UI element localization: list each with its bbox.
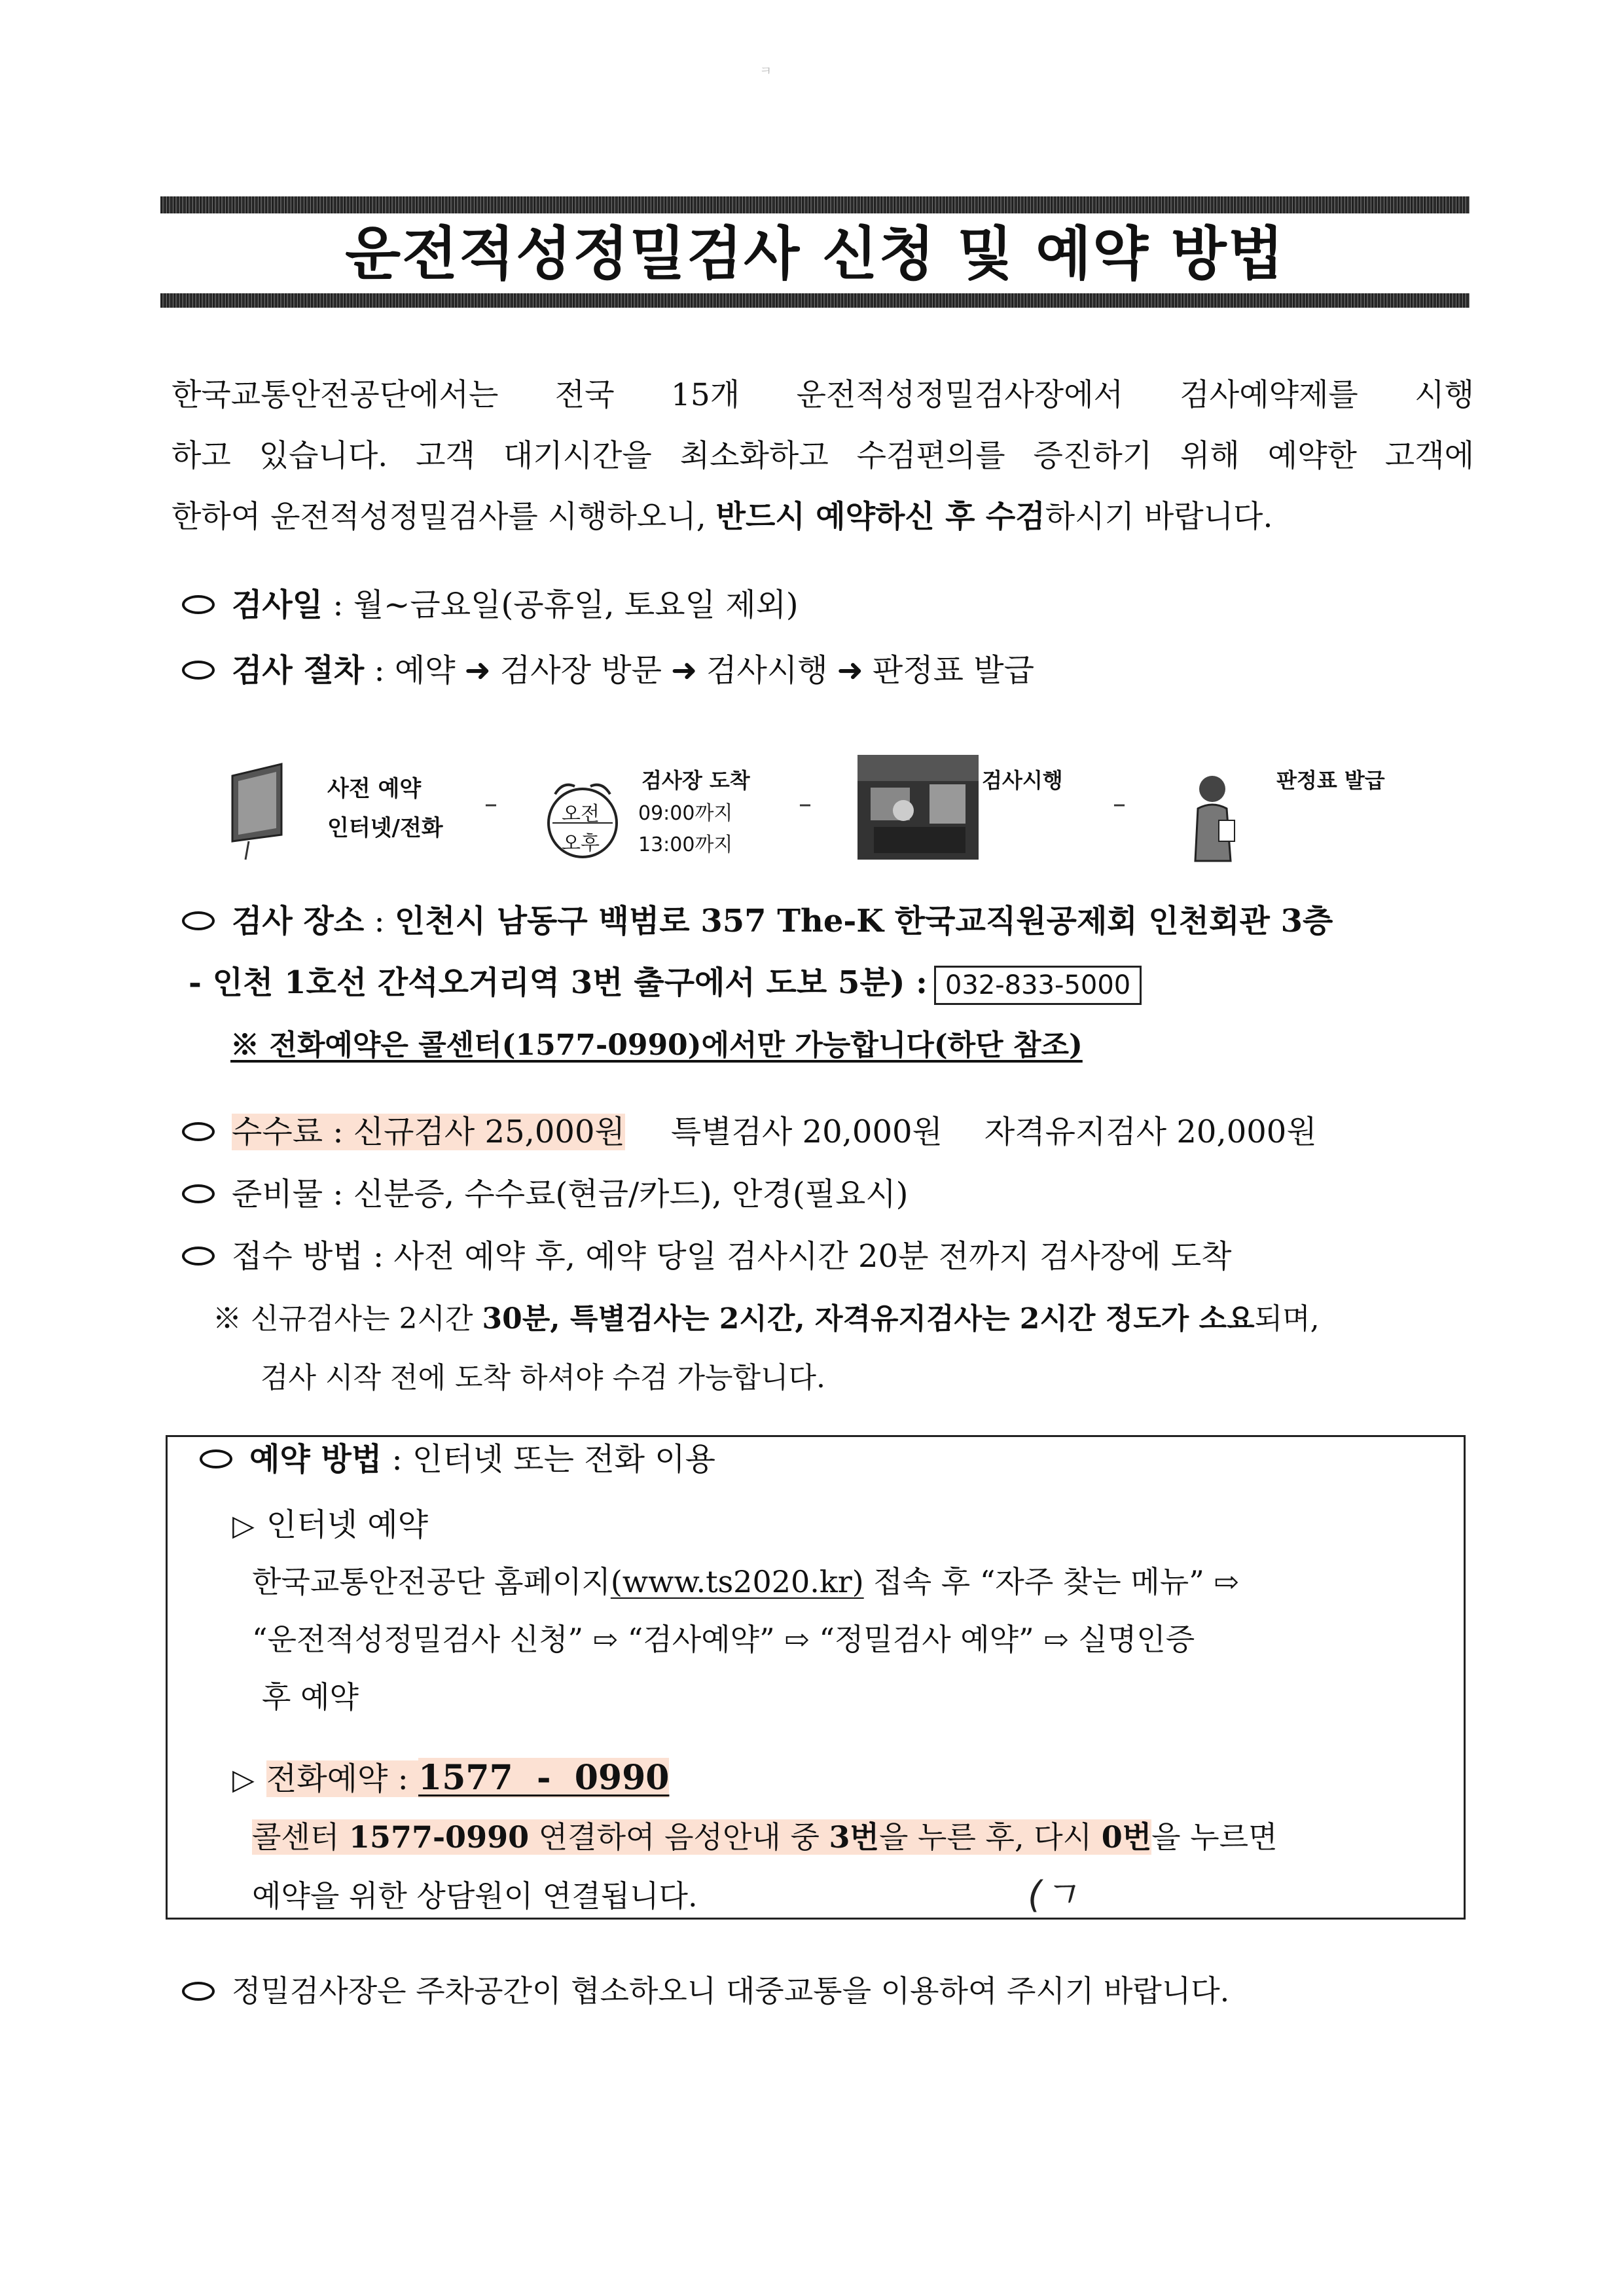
prepare-value: 신분증, 수수료(현금/카드), 안경(필요시) bbox=[353, 1176, 909, 1212]
phone-number: 1577 - 0990 bbox=[418, 1758, 670, 1798]
location-line: 검사 장소 : 인천시 남동구 백범로 357 The-K 한국교직원공제회 인천회관 3층 bbox=[182, 896, 1333, 941]
bullet-icon bbox=[182, 1247, 215, 1266]
reception-value: 사전 예약 후, 예약 당일 검사시간 20분 전까지 검사장에 도착 bbox=[393, 1238, 1232, 1275]
prepare-line: 준비물 : 신분증, 수수료(현금/카드), 안경(필요시) bbox=[182, 1169, 908, 1214]
reservation-value: 인터넷 또는 전화 이용 bbox=[412, 1441, 715, 1478]
reception-line: 접수 방법 : 사전 예약 후, 예약 당일 검사시간 20분 전까지 검사장에 도착 bbox=[182, 1231, 1232, 1276]
strip-step2-time2: 13:00까지 bbox=[638, 833, 733, 856]
fee-line bbox=[182, 1106, 1317, 1152]
fee-special: 특별검사 20,000원 bbox=[670, 1114, 943, 1150]
procedure-line: 검사 절차 : 예약 ➜ 검사장 방문 ➜ 검사시행 ➜ 판정표 발급 bbox=[182, 645, 1034, 690]
procedure-step-1: 예약 bbox=[394, 652, 456, 689]
strip-dash: – bbox=[799, 789, 812, 819]
bullet-icon bbox=[182, 1122, 215, 1141]
intro-emphasis: 반드시 예약하신 후 수검 bbox=[715, 499, 1045, 535]
exam-day-value: 월~금요일(공휴일, 토요일 제외) bbox=[353, 587, 799, 623]
exam-photo bbox=[857, 755, 979, 860]
procedure-step-2: 검사장 방문 bbox=[499, 652, 662, 689]
handwritten-mark: (ㄱ bbox=[1028, 1874, 1077, 1916]
reception-note-2: 검사 시작 전에 도착 하셔야 수검 가능합니다. bbox=[261, 1361, 825, 1394]
intro-line-3: 한하여 운전적성정밀검사를 시행하오니, 반드시 예약하신 후 수검하시기 바랍니다. bbox=[171, 499, 1273, 535]
fee-new: 신규검사 25,000원 bbox=[353, 1114, 625, 1150]
clock-am-label: 오전 bbox=[562, 803, 600, 826]
strip-step1-line1: 사전 예약 bbox=[327, 776, 422, 802]
page-title: 운전적성정밀검사 신청 및 예약 방법 bbox=[345, 220, 1285, 287]
bullet-icon bbox=[182, 1982, 215, 2001]
monitor-icon bbox=[229, 763, 288, 861]
strip-step1-line2: 인터넷/전화 bbox=[327, 815, 443, 841]
intro-line-1: 한국교통안전공단에서는 전국 15개 운전적성정밀검사장에서 검사예약제를 시행 bbox=[171, 377, 1474, 413]
arrow-right-icon: ➜ bbox=[670, 652, 698, 689]
bullet-icon bbox=[182, 595, 215, 614]
strip-step2-title: 검사장 도착 bbox=[641, 768, 750, 793]
arrow-right-icon: ➜ bbox=[464, 652, 491, 689]
parking-line: 정밀검사장은 주차공간이 협소하오니 대중교통을 이용하여 주시기 바랍니다. bbox=[182, 1967, 1229, 2011]
strip-step4-title: 판정표 발급 bbox=[1276, 768, 1385, 793]
phone-line-1: 콜센터 1577-0990 연결하여 음성안내 중 3번을 누른 후, 다시 0번을 누르면 bbox=[252, 1819, 1278, 1855]
phone-title: ▷ 전화예약 : 1577 - 0990 bbox=[232, 1758, 670, 1798]
reservation-line: 예약 방법 : 인터넷 또는 전화 이용 bbox=[200, 1434, 715, 1479]
fee-highlight: 수수료 : 신규검사 25,000원 bbox=[232, 1114, 625, 1150]
strip-dash: – bbox=[1113, 789, 1126, 819]
bullet-icon bbox=[182, 911, 215, 930]
procedure-step-3: 검사시행 bbox=[706, 652, 828, 689]
strip-dash: – bbox=[484, 789, 497, 819]
title-bar-bottom bbox=[160, 293, 1470, 308]
internet-line-2: “운전적성정밀검사 신청” ⇨ “검사예약” ⇨ “정밀검사 예약” ⇨ 실명인증 bbox=[252, 1622, 1195, 1657]
exam-day-line: 검사일 : 월~금요일(공휴일, 토요일 제외) bbox=[182, 579, 799, 625]
strip-step2-time1: 09:00까지 bbox=[638, 802, 733, 825]
location-value: 인천시 남동구 백범로 357 The-K 한국교직원공제회 인천회관 3층 bbox=[394, 903, 1333, 939]
scan-mark: ㅋ bbox=[759, 63, 772, 79]
phone-line-2: 예약을 위한 상담원이 연결됩니다. bbox=[252, 1878, 698, 1914]
bullet-icon bbox=[182, 1184, 215, 1203]
bullet-icon bbox=[182, 661, 215, 680]
person-icon bbox=[1185, 769, 1244, 867]
location-phone: 032-833-5000 bbox=[934, 966, 1142, 1005]
clock-pm-label: 오후 bbox=[562, 832, 600, 855]
internet-line-3: 후 예약 bbox=[262, 1679, 359, 1715]
strip-step3-title: 검사시행 bbox=[982, 768, 1063, 793]
bullet-icon bbox=[200, 1449, 232, 1468]
location-line-2: - 인천 1호선 간석오거리역 3번 출구에서 도보 5분) : 032-833-5000 bbox=[189, 957, 1142, 1005]
procedure-step-4: 판정표 발급 bbox=[872, 652, 1034, 689]
triangle-right-icon: ▷ bbox=[232, 1509, 255, 1542]
homepage-link[interactable]: (www.ts2020.kr) bbox=[610, 1564, 864, 1599]
internet-title: ▷ 인터넷 예약 bbox=[232, 1506, 428, 1543]
internet-line-1: 한국교통안전공단 홈페이지(www.ts2020.kr) 접속 후 “자주 찾는 메뉴” ⇨ bbox=[252, 1564, 1239, 1599]
triangle-right-icon: ▷ bbox=[232, 1763, 255, 1796]
fee-maintain: 자격유지검사 20,000원 bbox=[984, 1114, 1317, 1150]
reception-note-1: ※ 신규검사는 2시간 30분, 특별검사는 2시간, 자격유지검사는 2시간 정도가 소요되며, bbox=[213, 1302, 1320, 1336]
arrow-right-icon: ➜ bbox=[837, 652, 863, 689]
location-note: ※ 전화예약은 콜센터(1577-0990)에서만 가능합니다(하단 참조) bbox=[230, 1029, 1083, 1062]
intro-line-2: 하고 있습니다. 고객 대기시간을 최소화하고 수검편의를 증진하기 위해 예약한 고객에 bbox=[171, 438, 1474, 474]
procedure-strip bbox=[223, 743, 1388, 871]
